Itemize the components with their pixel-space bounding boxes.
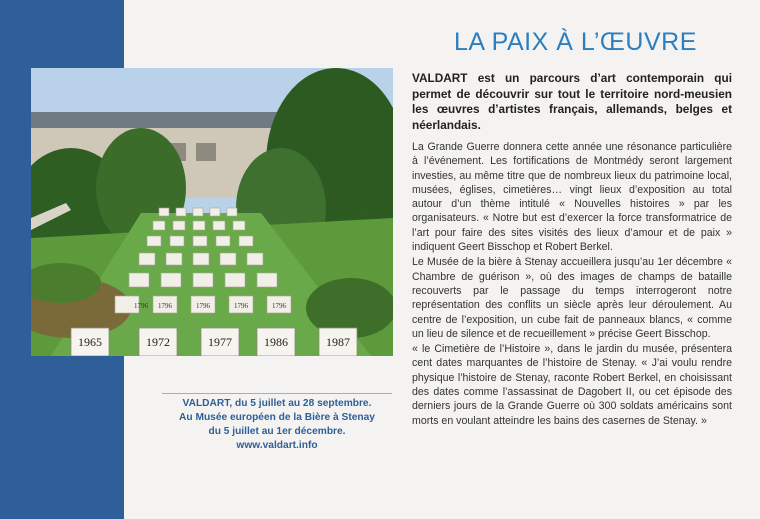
stone-1977: 1977 (208, 335, 232, 349)
caption-divider (162, 393, 392, 394)
article-paragraph: La Grande Guerre donnera cette année une résonance particulière à l’événement. Les fortifications de Montmédy seront largement investies, au même titre que de nombreux lieux du patrimoine local, musées, églises, cimetières… vingt lieux d’exposition au total autour d’un thème intitulé « Nouvelles histoires » par les organisateurs. « Notre but est d’exercer la force transformatrice de l’art pour faire des sites visités des lieux d’amour et de paix » indiquent Geert Bisschop et Robert Berkel. (412, 141, 732, 254)
caption-venue-dates: du 5 juillet au 1er décembre. (208, 426, 346, 437)
svg-text:1796: 1796 (134, 302, 148, 310)
article-paragraph: Le Musée de la bière à Stenay accueillera jusqu’au 1er décembre « Chambre de guérison », où des images de champs de bataille recouverts par le passage du temps interrogeront notre représentation des conflits un siècle après leur déroulement. Au centre de l’exposition, un cube fait de panneaux blancs, « comme un lieu de silence et de recueillement » précise Geert Bisschop. (412, 256, 732, 340)
article-lead: VALDART est un parcours d’art contemporain qui permet de découvrir sur tout le territoire nord-meusien les œuvres d’artistes français, allemands, belges et néerlandais. (412, 71, 732, 132)
article-title: LA PAIX À L’ŒUVRE (454, 28, 697, 56)
svg-text:1796: 1796 (196, 302, 210, 310)
svg-text:1796: 1796 (158, 302, 172, 310)
caption-website[interactable]: www.valdart.info (236, 440, 318, 451)
stone-1986: 1986 (264, 335, 288, 349)
stone-1965: 1965 (78, 335, 102, 349)
caption-venue: Au Musée européen de la Bière à Stenay (179, 412, 375, 423)
stone-1987: 1987 (326, 335, 350, 349)
svg-text:1796: 1796 (272, 302, 286, 310)
garden-photo-illustration (31, 68, 393, 356)
article-body (412, 140, 732, 429)
caption-dates: VALDART, du 5 juillet au 28 septembre. (182, 398, 372, 409)
event-caption (162, 393, 392, 453)
article-paragraph: « le Cimetière de l’Histoire », dans le jardin du musée, présentera cent dates marquantes de l’histoire de Stenay. « J’ai voulu rendre physique l’histoire de Stenay, raconte Robert Berkel, en choisissant des dates comme l’assassinat de Dagobert II, ou cet épisode des derniers jours de la Grande Guerre où 300 soldats américains sont morts en voulant atteindre les bains des casernes de Stenay. » (412, 343, 732, 427)
stone-1972: 1972 (146, 335, 170, 349)
garden-photo (31, 68, 393, 356)
svg-text:1796: 1796 (234, 302, 248, 310)
